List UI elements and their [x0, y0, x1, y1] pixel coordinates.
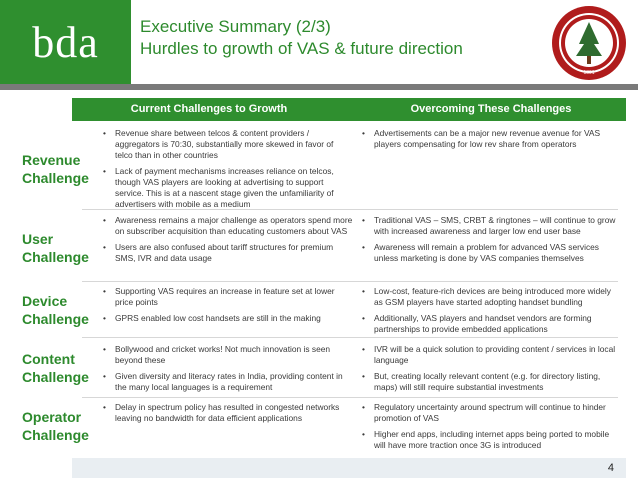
row-operator — [0, 398, 630, 456]
page-number: 4 — [607, 462, 614, 474]
title-line-1: Executive Summary (2/3) — [140, 17, 331, 36]
row-content — [0, 338, 630, 398]
title-line-2: Hurdles to growth of VAS & future direction — [140, 39, 463, 58]
overcoming-col — [362, 344, 620, 398]
current-challenges-col — [103, 286, 353, 329]
bullet-item: • Additionally, VAS players and handset vendors are forming partnerships to provide embedded applications — [362, 313, 620, 335]
bullet-item: • Higher end apps, including internet apps being ported to mobile will have more traction once 3G is introduced — [362, 429, 620, 451]
row-label: Device Challenge — [22, 293, 89, 327]
slide-header — [0, 0, 638, 84]
row-label: Content Challenge — [22, 351, 89, 385]
bullet-item: • GPRS enabled low cost handsets are still in the making — [103, 313, 353, 324]
bullet-item: • But, creating locally relevant content (e.g. for directory listing, maps) will still require substantial investments — [362, 371, 620, 393]
bda-logo — [0, 0, 131, 84]
logo-text: bda — [32, 17, 99, 67]
row-device — [0, 282, 630, 338]
row-revenue — [0, 124, 630, 210]
bullet-item: • Awareness remains a major challenge as operators spend more on subscriber acquisition than educating customers about VAS — [103, 215, 353, 237]
current-challenges-col — [103, 128, 353, 215]
row-label: User Challenge — [22, 231, 89, 265]
current-challenges-col — [103, 215, 353, 269]
bullet-item: • Awareness will remain a problem for advanced VAS services unless marketing is done by VAS companies themselves — [362, 242, 620, 264]
overcoming-col — [362, 402, 620, 456]
row-label: Operator Challenge — [22, 409, 89, 443]
bullet-item: • Regulatory uncertainty around spectrum will continue to hinder promotion of VAS — [362, 402, 620, 424]
bullet-item: • Traditional VAS – SMS, CRBT & ringtones – will continue to grow with increased awareness and larger low end user base — [362, 215, 620, 237]
current-challenges-col — [103, 344, 353, 398]
bullet-item: • Low-cost, feature-rich devices are being introduced more widely as GSM players have started adopting handset bundling — [362, 286, 620, 308]
header-divider — [0, 84, 638, 90]
table-header — [72, 98, 626, 121]
header-overcoming-challenges: Overcoming These Challenges — [410, 103, 572, 115]
bullet-item: • Supporting VAS requires an increase in feature set at lower price points — [103, 286, 353, 308]
bullet-item: • Lack of payment mechanisms increases reliance on telcos, though VAS players are looking at advertising to support service. This is at a nascent stage given the unfamiliarity of advertisers with mobile as a medium — [103, 166, 353, 210]
row-label: Revenue Challenge — [22, 152, 89, 186]
seal-year: 1891 — [583, 70, 595, 76]
stanford-seal-logo — [548, 4, 630, 82]
bullet-item: • Advertisements can be a major new revenue avenue for VAS players compensating for low rev share from operators — [362, 128, 620, 150]
slide-footer — [72, 458, 626, 478]
bullet-item: • Given diversity and literacy rates in India, providing content in the many local languages is a requirement — [103, 371, 353, 393]
overcoming-col — [362, 128, 620, 155]
overcoming-col — [362, 215, 620, 269]
current-challenges-col — [103, 402, 353, 429]
overcoming-col — [362, 286, 620, 340]
bullet-item: • IVR will be a quick solution to providing content / services in local language — [362, 344, 620, 366]
slide-title — [140, 16, 520, 60]
bullet-item: • Bollywood and cricket works! Not much innovation is seen beyond these — [103, 344, 353, 366]
bullet-item: • Delay in spectrum policy has resulted in congested networks leaving no bandwidth for data efficient applications — [103, 402, 353, 424]
header-current-challenges: Current Challenges to Growth — [130, 103, 288, 115]
row-user — [0, 210, 630, 282]
bullet-item: • Users are also confused about tariff structures for premium SMS, IVR and data usage — [103, 242, 353, 264]
bullet-item: • Revenue share between telcos & content providers / aggregators is 70:30, substantially more skewed in favor of telco than in other countries — [103, 128, 353, 161]
